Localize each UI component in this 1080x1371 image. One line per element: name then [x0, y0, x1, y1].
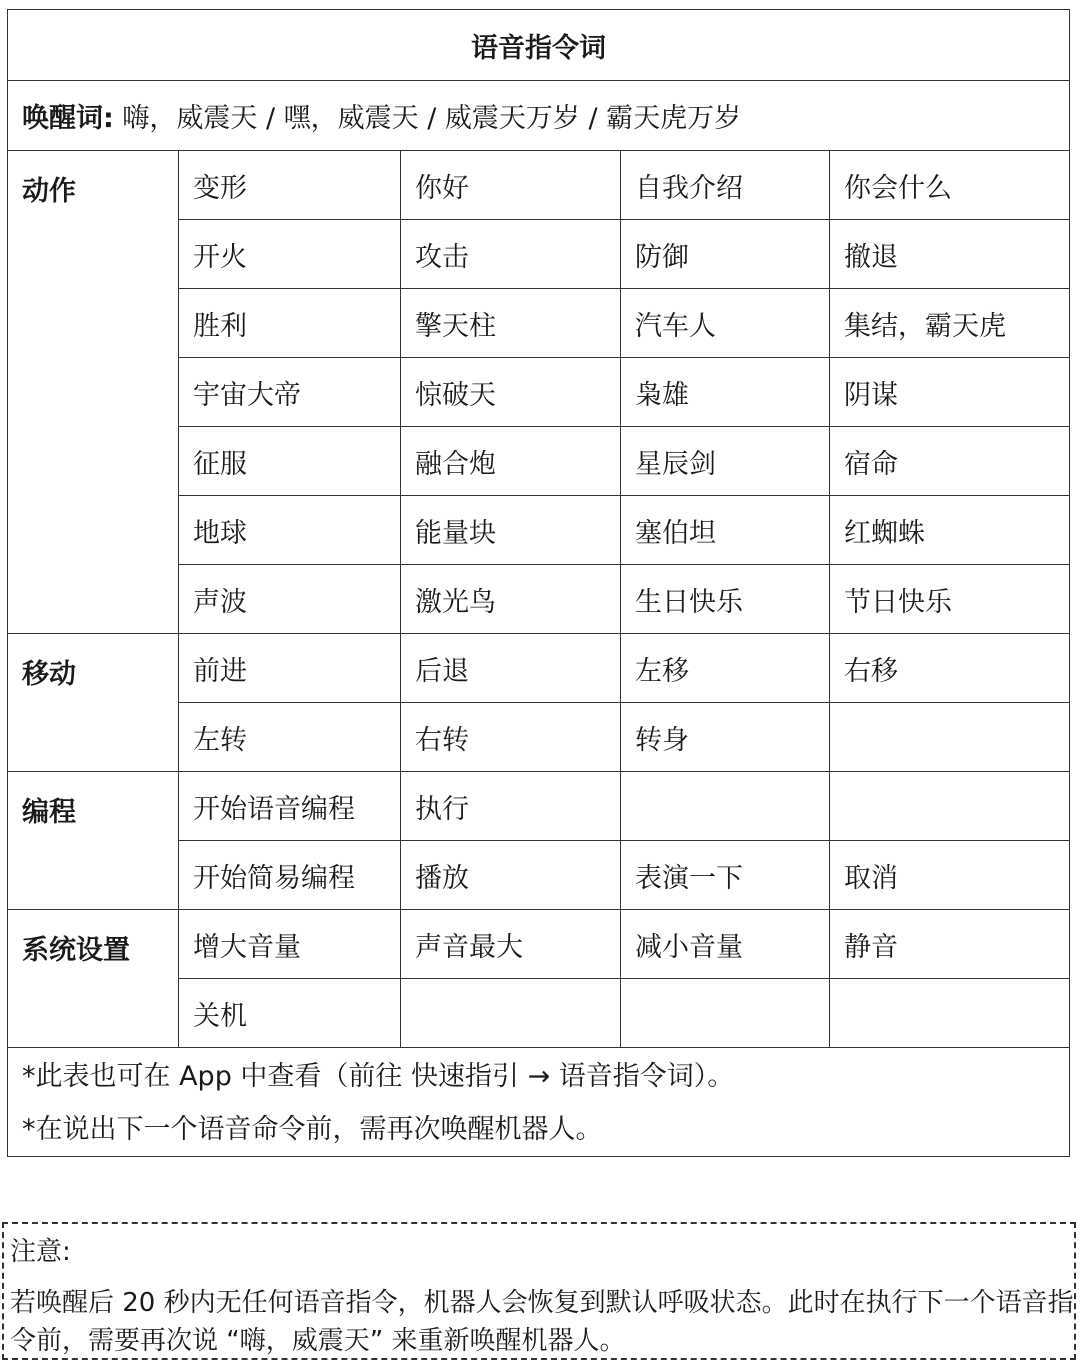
command-cell	[621, 772, 830, 841]
command-cell: 右转	[401, 703, 621, 772]
command-cell: 枭雄	[621, 358, 830, 427]
notice-box	[2, 1222, 1076, 1360]
command-cell: 表演一下	[621, 841, 830, 910]
command-cell: 播放	[401, 841, 621, 910]
command-cell: 惊破天	[401, 358, 621, 427]
command-cell: 集结，霸天虎	[830, 289, 1070, 358]
command-cell: 静音	[830, 910, 1070, 979]
command-cell: 塞伯坦	[621, 496, 830, 565]
command-cell: 开火	[179, 220, 401, 289]
table-row	[8, 910, 1070, 979]
table-row	[8, 151, 1070, 220]
command-cell	[830, 772, 1070, 841]
command-cell: 防御	[621, 220, 830, 289]
notice-label: 注意:	[10, 1237, 71, 1267]
command-cell: 开始语音编程	[179, 772, 401, 841]
table-notes	[8, 1048, 1070, 1157]
category-action: 动作	[8, 151, 179, 634]
command-cell: 你好	[401, 151, 621, 220]
command-cell: 征服	[179, 427, 401, 496]
command-cell: 声波	[179, 565, 401, 634]
command-cell: 宿命	[830, 427, 1070, 496]
note-app: *此表也可在 App 中查看（前往 快速指引 → 语音指令词）。	[22, 1061, 735, 1092]
command-cell: 减小音量	[621, 910, 830, 979]
category-system: 系统设置	[8, 910, 179, 1048]
table-row	[8, 772, 1070, 841]
wake-words-label: 唤醒词:	[22, 103, 114, 134]
note-rewake: *在说出下一个语音命令前，需再次唤醒机器人。	[22, 1114, 603, 1145]
command-cell	[401, 979, 621, 1048]
command-cell: 取消	[830, 841, 1070, 910]
command-cell: 撤退	[830, 220, 1070, 289]
command-cell: 声音最大	[401, 910, 621, 979]
command-cell: 增大音量	[179, 910, 401, 979]
command-cell: 擎天柱	[401, 289, 621, 358]
command-cell: 开始简易编程	[179, 841, 401, 910]
command-cell: 地球	[179, 496, 401, 565]
command-cell: 左移	[621, 634, 830, 703]
command-cell	[621, 979, 830, 1048]
wake-words-text: 嗨，威震天 / 嘿，威震天 / 威震天万岁 / 霸天虎万岁	[113, 103, 742, 134]
command-cell: 攻击	[401, 220, 621, 289]
command-cell: 你会什么	[830, 151, 1070, 220]
command-cell: 转身	[621, 703, 830, 772]
command-cell: 变形	[179, 151, 401, 220]
command-cell: 汽车人	[621, 289, 830, 358]
command-cell: 关机	[179, 979, 401, 1048]
table-row	[8, 634, 1070, 703]
command-cell: 左转	[179, 703, 401, 772]
command-cell: 激光鸟	[401, 565, 621, 634]
command-cell: 融合炮	[401, 427, 621, 496]
command-cell: 红蜘蛛	[830, 496, 1070, 565]
command-cell: 自我介绍	[621, 151, 830, 220]
category-program: 编程	[8, 772, 179, 910]
category-move: 移动	[8, 634, 179, 772]
command-cell: 右移	[830, 634, 1070, 703]
voice-command-table	[7, 9, 1070, 1157]
command-cell: 后退	[401, 634, 621, 703]
command-cell: 前进	[179, 634, 401, 703]
command-cell: 能量块	[401, 496, 621, 565]
notice-body: 若唤醒后 20 秒内无任何语音指令，机器人会恢复到默认呼吸状态。此时在执行下一个语音指令前，需要再次说 “嗨，威震天” 来重新唤醒机器人。	[10, 1288, 1074, 1356]
command-cell: 宇宙大帝	[179, 358, 401, 427]
command-cell	[830, 979, 1070, 1048]
command-cell: 节日快乐	[830, 565, 1070, 634]
command-cell: 阴谋	[830, 358, 1070, 427]
command-cell: 胜利	[179, 289, 401, 358]
wake-words-row	[8, 81, 1070, 151]
table-title: 语音指令词	[8, 10, 1070, 81]
command-cell: 执行	[401, 772, 621, 841]
command-cell	[830, 703, 1070, 772]
command-cell: 生日快乐	[621, 565, 830, 634]
command-cell: 星辰剑	[621, 427, 830, 496]
